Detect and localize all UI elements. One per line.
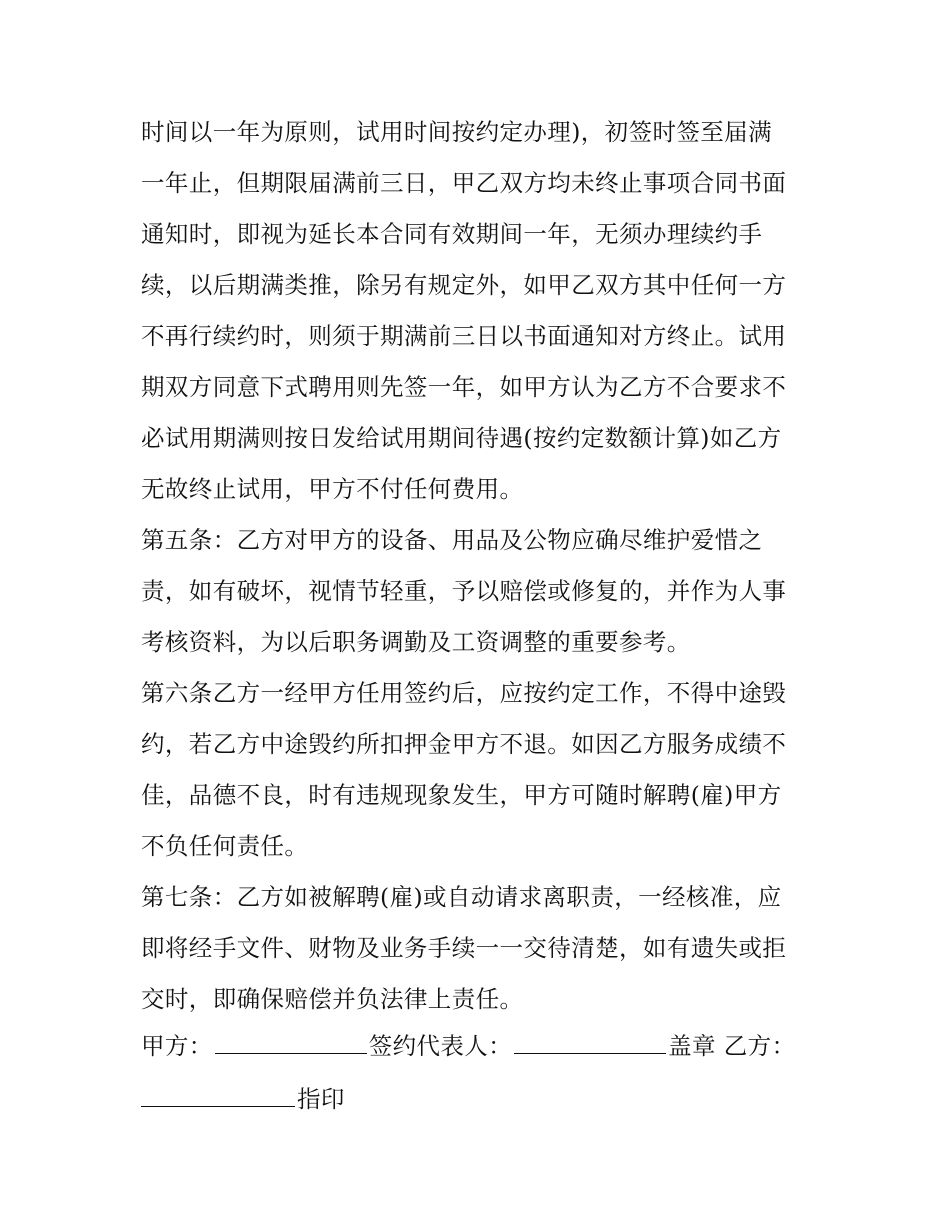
text-line: 通知时，即视为延长本合同有效期间一年，无须办理续约手 bbox=[141, 220, 763, 248]
fingerprint-label: 指印 bbox=[297, 1085, 345, 1113]
text-line: 约，若乙方中途毁约所扣押金甲方不退。如因乙方服务成绩不 bbox=[141, 730, 787, 758]
text-line: 考核资料，为以后职务调勤及工资调整的重要参考。 bbox=[141, 628, 691, 656]
signature-row bbox=[141, 1027, 795, 1061]
article-7-line: 第七条：乙方如被解聘(雇)或自动请求离职责，一经核准，应 bbox=[141, 883, 782, 911]
party-a-label: 甲方： bbox=[141, 1032, 213, 1060]
text-line: 期双方同意下式聘用则先签一年，如甲方认为乙方不合要求不 bbox=[141, 373, 787, 401]
text-line: 一年止，但期限届满前三日，甲乙双方均未终止事项合同书面 bbox=[141, 169, 787, 197]
representative-label: 签约代表人： bbox=[368, 1032, 513, 1060]
text-line: 交时，即确保赔偿并负法律上责任。 bbox=[141, 985, 524, 1013]
contract-body bbox=[141, 107, 821, 1025]
text-line: 必试用期满则按日发给试用期间待遇(按约定数额计算)如乙方 bbox=[141, 424, 782, 452]
party-b-blank[interactable] bbox=[141, 1084, 295, 1107]
party-a-blank[interactable] bbox=[215, 1031, 367, 1054]
text-line: 无故终止试用，甲方不付任何费用。 bbox=[141, 475, 524, 503]
text-line: 不负任何责任。 bbox=[141, 832, 309, 860]
text-line: 不再行续约时，则须于期满前三日以书面通知对方终止。试用 bbox=[141, 322, 787, 350]
seal-label: 盖章 乙方： bbox=[668, 1032, 796, 1060]
text-line: 时间以一年为原则，试用时间按约定办理)，初签时签至届满 bbox=[141, 118, 772, 146]
representative-blank[interactable] bbox=[514, 1031, 666, 1054]
article-5-line: 第五条：乙方对甲方的设备、用品及公物应确尽维护爱惜之 bbox=[141, 526, 763, 554]
text-line: 佳，品德不良，时有违规现象发生，甲方可随时解聘(雇)甲方 bbox=[141, 781, 782, 809]
signature-row-2 bbox=[141, 1080, 345, 1114]
article-6-line: 第六条乙方一经甲方任用签约后，应按约定工作，不得中途毁 bbox=[141, 679, 787, 707]
text-line: 责，如有破坏，视情节轻重，予以赔偿或修复的，并作为人事 bbox=[141, 577, 787, 605]
text-line: 续，以后期满类推，除另有规定外，如甲乙双方其中任何一方 bbox=[141, 271, 787, 299]
text-line: 即将经手文件、财物及业务手续一一交待清楚，如有遗失或拒 bbox=[141, 934, 787, 962]
